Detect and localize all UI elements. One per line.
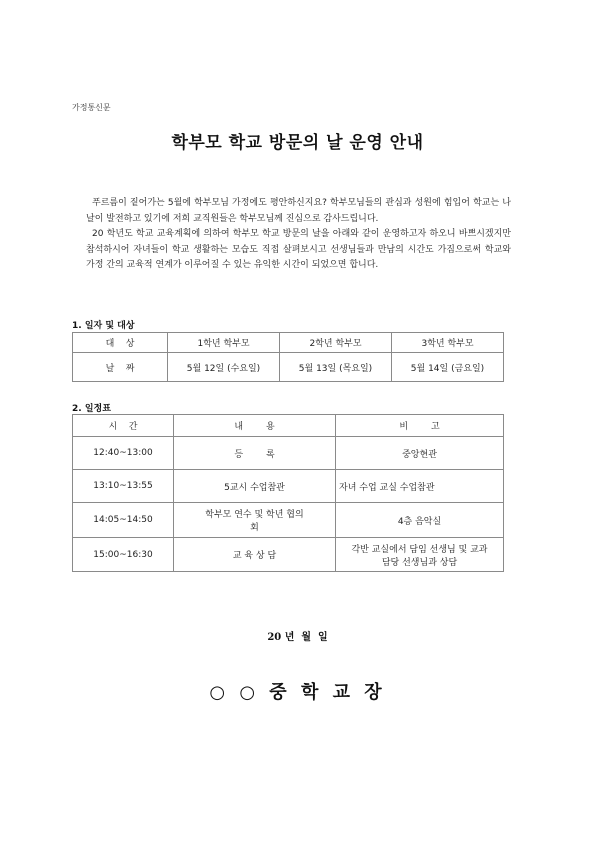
table-row: [73, 538, 504, 572]
table-cell: 중앙현관: [336, 437, 504, 470]
table-cell: 12:40~13:00: [73, 437, 174, 470]
table-cell: 대 상: [73, 333, 168, 353]
table-cell: 15:00~16:30: [73, 538, 174, 572]
table-cell: 14:05~14:50: [73, 503, 174, 538]
table-cell: 각반 교실에서 담임 선생님 및 교과 담당 선생님과 상담: [336, 538, 504, 572]
target-date-table: [72, 332, 504, 382]
table-cell: 13:10~13:55: [73, 470, 174, 503]
table-row: [73, 333, 504, 353]
table-row: [73, 353, 504, 382]
intro-paragraph-2: 20 학년도 학교 교육계획에 의하여 학부모 학교 방문의 날을 아래와 같이 운영하고자 하오니 바쁘시겠지만 참석하시어 자녀들이 학교 생활하는 모습도 직접 살펴보시고 선생님들과 만남의 시간도 가짐으로써 학교와 가정 간의 교육적 연계가 이루어질 수 있는 유익한 시간이 되었으면 합니다.: [86, 229, 511, 270]
date-line: 20 년 월 일: [267, 632, 328, 643]
table-cell: 5월 12일 (수요일): [168, 353, 280, 382]
table-row: [73, 415, 504, 437]
schedule-table: [72, 414, 504, 572]
table-cell: 5월 13일 (목요일): [280, 353, 392, 382]
table-cell: 4층 음악실: [336, 503, 504, 538]
signature: ○ ○ 중 학 교 장: [209, 682, 386, 703]
table-cell: 등 록: [174, 437, 336, 470]
table-cell: 비 고: [336, 415, 504, 437]
section-2-title: 2. 일정표: [72, 404, 111, 414]
table-cell: 3학년 학부모: [392, 333, 504, 353]
table-cell: 1학년 학부모: [168, 333, 280, 353]
table-cell: 시 간: [73, 415, 174, 437]
table-row: [73, 470, 504, 503]
document-type-label: 가정통신문: [72, 103, 111, 112]
table-cell: 학부모 연수 및 학년 협의회: [174, 503, 336, 538]
section-1-title: 1. 일자 및 대상: [72, 321, 135, 331]
table-row: [73, 437, 504, 470]
table-cell: 2학년 학부모: [280, 333, 392, 353]
table-cell: 교 육 상 담: [174, 538, 336, 572]
page-title: 학부모 학교 방문의 날 운영 안내: [171, 133, 424, 153]
table-cell: 날 짜: [73, 353, 168, 382]
table-cell: 5교시 수업참관: [174, 470, 336, 503]
intro-paragraph-1: 푸르름이 짙어가는 5월에 학부모님 가정에도 평안하신지요? 학부모님들의 관심과 성원에 힘입어 학교는 나날이 발전하고 있기에 저희 교직원들은 학부모님께 진심으로 감사드립니다.: [86, 198, 511, 224]
intro-text: [86, 196, 511, 274]
table-cell: 내 용: [174, 415, 336, 437]
table-cell: 5월 14일 (금요일): [392, 353, 504, 382]
table-row: [73, 503, 504, 538]
table-cell: 자녀 수업 교실 수업참관: [336, 470, 504, 503]
